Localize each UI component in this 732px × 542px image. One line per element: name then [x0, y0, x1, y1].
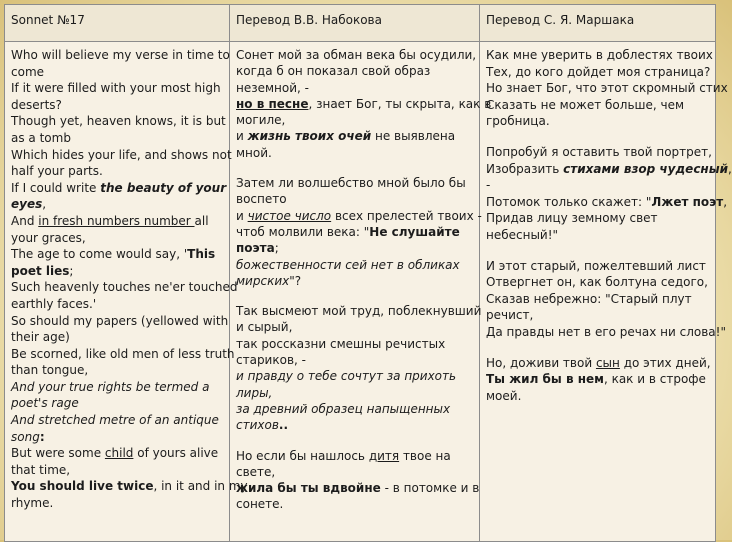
poem-line: [236, 480, 480, 496]
nabokov-translation-text: [230, 42, 492, 542]
header-original: Sonnet №17: [5, 5, 230, 42]
poem-fragment: воспето: [236, 192, 287, 207]
poem-fragment: , in it and in my: [153, 479, 248, 494]
poem-fragment: eyes: [11, 197, 43, 212]
poem-fragment: your graces,: [11, 230, 86, 245]
poem-fragment: The age to come would say, ': [11, 247, 188, 262]
poem-line: [236, 112, 473, 128]
poem-line: [236, 191, 473, 207]
poem-line: [11, 395, 223, 412]
poem-line: [11, 412, 223, 429]
poem-line: [11, 64, 223, 81]
poem-fragment: И этот старый, пожелтевший лист: [486, 258, 706, 273]
poem-fragment: You should live twice: [11, 479, 154, 494]
poem-line: [236, 464, 473, 480]
poem-fragment: Изобразить: [486, 161, 564, 176]
poem-fragment: And stretched metre of an antique: [11, 413, 219, 428]
poem-fragment: ;: [274, 241, 279, 256]
poem-line: [11, 346, 235, 363]
stanza-gap: [486, 130, 709, 144]
poem-line: [236, 128, 473, 144]
poem-fragment: child: [104, 446, 134, 461]
poem-fragment: poet's rage: [11, 396, 79, 411]
poem-fragment: чистое число: [247, 208, 332, 223]
poem-line: [236, 47, 477, 63]
poem-fragment: the beauty of your: [100, 180, 227, 195]
poem-fragment: небесный!": [486, 227, 559, 242]
poem-line: [486, 144, 712, 161]
poem-line: [236, 401, 473, 417]
poem-fragment: Ты жил бы в нем: [486, 372, 604, 387]
poem-line: [486, 194, 728, 211]
poem-line: [236, 368, 473, 384]
poem-fragment: , знает Бог, ты скрыта, как в: [308, 96, 492, 111]
poem-line: [236, 208, 482, 224]
poem-fragment: that time,: [11, 462, 71, 477]
stanza-gap: [236, 289, 473, 303]
poem-line: [11, 279, 238, 296]
poem-fragment: жила бы ты вдвойне: [236, 481, 381, 496]
poem-fragment: ,: [723, 194, 728, 209]
poem-fragment: ;: [69, 263, 74, 278]
poem-fragment: всех прелестей твоих -: [331, 208, 482, 223]
poem-fragment: - в потомке и в: [380, 481, 480, 496]
poem-fragment: -: [486, 178, 491, 193]
poem-row: [5, 42, 716, 542]
poem-fragment: так россказни смешны речистых: [236, 336, 446, 351]
poem-fragment: дитя: [368, 448, 400, 463]
poem-line: [11, 80, 223, 97]
poem-fragment: So should my papers (yellowed with: [11, 313, 229, 328]
poem-fragment: But were some: [11, 446, 105, 461]
poem-fragment: ,: [42, 197, 47, 212]
poem-fragment: и сырый,: [236, 320, 293, 335]
stanza-gap: [236, 434, 473, 448]
poem-fragment: "?: [289, 273, 302, 288]
poem-fragment: и правду о тебе сочтут за прихоть: [236, 369, 457, 384]
poem-line: [236, 336, 473, 352]
poem-line: [236, 496, 473, 512]
poem-line: [236, 352, 473, 368]
poem-line: [11, 246, 223, 263]
poem-fragment: Отвергнет он, как болтуна седого,: [486, 275, 708, 290]
poem-fragment: their age): [11, 330, 70, 345]
poem-fragment: than tongue,: [11, 363, 89, 378]
poem-fragment: And: [11, 213, 39, 228]
poem-line: [11, 47, 230, 64]
poem-fragment: сын: [595, 355, 620, 370]
poem-fragment: неземной, -: [236, 80, 309, 95]
poem-line: [11, 113, 226, 130]
poem-line: [11, 180, 227, 197]
stanza-gap: [486, 244, 709, 258]
poem-line: [486, 80, 728, 97]
poem-fragment: Не слушайте: [369, 224, 460, 239]
poem-line: [11, 147, 232, 164]
poem-line: [236, 240, 473, 256]
poem-fragment: Лжет поэт: [651, 194, 724, 209]
poem-line: [486, 258, 709, 275]
poem-line: [11, 495, 223, 512]
poem-fragment: Such heavenly touches ne'er touched: [11, 280, 238, 295]
poem-fragment: Сказать не может больше, чем: [486, 97, 685, 112]
poem-line: [11, 313, 229, 330]
poem-line: [11, 230, 223, 247]
poem-fragment: стихами взор чудесный: [563, 161, 728, 176]
poem-line: [236, 257, 473, 273]
poem-line: [11, 130, 223, 147]
poem-line: [236, 175, 473, 191]
poem-fragment: Which hides your life, and shows not: [11, 147, 232, 162]
poem-fragment: стихов: [236, 418, 279, 433]
poem-fragment: и: [236, 129, 248, 144]
poem-line: [486, 97, 709, 114]
poem-fragment: Как мне уверить в доблестях твоих: [486, 48, 713, 62]
poem-fragment: жизнь твоих очей: [247, 129, 372, 144]
poem-fragment: ..: [278, 418, 289, 433]
poem-fragment: half your parts.: [11, 164, 103, 179]
poem-line: [11, 263, 223, 280]
poem-fragment: of yours alive: [133, 446, 219, 461]
poem-fragment: и: [236, 208, 248, 223]
poem-fragment: Да правды нет в его речах ни слова!": [486, 324, 726, 339]
poem-line: [11, 213, 223, 230]
poem-line: [486, 388, 709, 405]
poem-fragment: And your true rights be termed a: [11, 379, 210, 394]
poem-fragment: Затем ли волшебство мной было бы: [236, 176, 466, 191]
poem-fragment: Придав лицу земному свет: [486, 211, 658, 226]
header-nabokov: Перевод В.В. Набокова: [230, 5, 480, 42]
poem-fragment: могиле,: [236, 113, 286, 128]
poem-line: [236, 448, 473, 464]
poem-fragment: deserts?: [11, 97, 62, 112]
poem-line: [486, 47, 713, 64]
header-marshak: Перевод С. Я. Маршака: [480, 5, 716, 42]
poem-fragment: Но если бы нашлось: [236, 448, 369, 463]
poem-line: [11, 462, 223, 479]
poem-fragment: Сонет мой за обман века бы осудили,: [236, 48, 477, 62]
poem-line: [486, 324, 726, 341]
poem-fragment: до этих дней,: [619, 355, 711, 370]
poem-line: [486, 274, 709, 291]
poem-fragment: лиры,: [236, 385, 273, 400]
poem-line: [11, 379, 223, 396]
poem-fragment: poet lies: [11, 263, 70, 278]
poem-fragment: :: [39, 429, 45, 444]
poem-line: [486, 355, 709, 372]
poem-fragment: earthly faces.': [11, 296, 97, 311]
poem-fragment: This: [187, 247, 216, 262]
poem-fragment: Тех, до кого дойдет моя страница?: [486, 64, 711, 79]
poem-line: [236, 224, 473, 240]
poem-line: [11, 97, 223, 114]
poem-line: [236, 273, 473, 289]
poem-fragment: Попробуй я оставить твой портрет,: [486, 144, 712, 159]
poem-line: [236, 385, 473, 401]
poem-fragment: гробница.: [486, 114, 550, 129]
poem-fragment: чтоб молвили века: ": [236, 224, 370, 239]
stanza-gap: [486, 341, 709, 355]
poem-line: [236, 417, 473, 433]
original-sonnet-text: [5, 42, 248, 542]
poem-fragment: свете,: [236, 464, 276, 479]
poem-line: [236, 319, 473, 335]
poem-line: [486, 161, 732, 178]
poem-line: [11, 478, 248, 495]
poem-fragment: моей.: [486, 388, 522, 403]
poem-line: [11, 329, 223, 346]
poem-line: [11, 445, 223, 462]
poem-fragment: Но знает Бог, что этот скромный стих: [486, 81, 728, 96]
poem-line: [236, 63, 473, 79]
poem-line: [486, 291, 709, 308]
poem-line: [486, 307, 709, 324]
poem-line: [11, 196, 223, 213]
poem-fragment: мирских: [236, 273, 290, 288]
poem-fragment: Сказав небрежно: "Старый плут: [486, 291, 692, 306]
poem-fragment: come: [11, 64, 45, 79]
poem-line: [486, 210, 709, 227]
poem-fragment: мной.: [236, 145, 272, 160]
poem-fragment: Но, доживи твой: [486, 355, 596, 370]
header-row: [5, 5, 716, 42]
poem-fragment: не выявлена: [371, 129, 456, 144]
sonnet-comparison-table: [4, 4, 732, 542]
stanza-gap: [236, 161, 473, 175]
poem-fragment: за древний образец напыщенных: [236, 401, 451, 416]
poem-fragment: речист,: [486, 308, 534, 323]
poem-fragment: Though yet, heaven knows, it is but: [11, 114, 226, 129]
poem-fragment: in fresh numbers number: [38, 213, 195, 228]
poem-line: [236, 145, 473, 161]
poem-fragment: all: [194, 213, 209, 228]
poem-line: [486, 371, 709, 388]
poem-fragment: божественности сей нет в обликах: [236, 257, 460, 272]
poem-fragment: Потомок только скажет: ": [486, 194, 652, 209]
poem-line: [486, 227, 709, 244]
poem-line: [486, 177, 709, 194]
poem-fragment: поэта: [236, 241, 275, 256]
poem-fragment: Be scorned, like old men of less truth: [11, 346, 235, 361]
poem-fragment: но в песне: [236, 96, 309, 111]
poem-line: [486, 113, 709, 130]
marshak-translation-text: [480, 42, 732, 542]
poem-line: [486, 64, 709, 81]
poem-fragment: стариков, -: [236, 353, 306, 368]
poem-line: [11, 362, 223, 379]
poem-fragment: когда б он показал свой образ: [236, 64, 431, 79]
poem-line: [11, 296, 223, 313]
poem-fragment: твое на: [399, 448, 451, 463]
poem-fragment: song: [11, 429, 40, 444]
poem-fragment: as a tomb: [11, 130, 71, 145]
poem-line: [11, 429, 223, 446]
poem-line: [236, 80, 473, 96]
poem-fragment: , как и в строфе: [603, 372, 706, 387]
poem-fragment: If I could write: [11, 180, 101, 195]
poem-fragment: If it were filled with your most high: [11, 81, 221, 96]
poem-fragment: ,: [727, 161, 732, 176]
poem-fragment: Who will believe my verse in time to: [11, 48, 230, 62]
poem-line: [236, 303, 482, 319]
poem-fragment: rhyme.: [11, 496, 54, 511]
poem-fragment: сонете.: [236, 497, 284, 512]
poem-line: [11, 163, 223, 180]
poem-line: [236, 96, 492, 112]
poem-fragment: Так высмеют мой труд, поблекнувший: [236, 304, 482, 319]
